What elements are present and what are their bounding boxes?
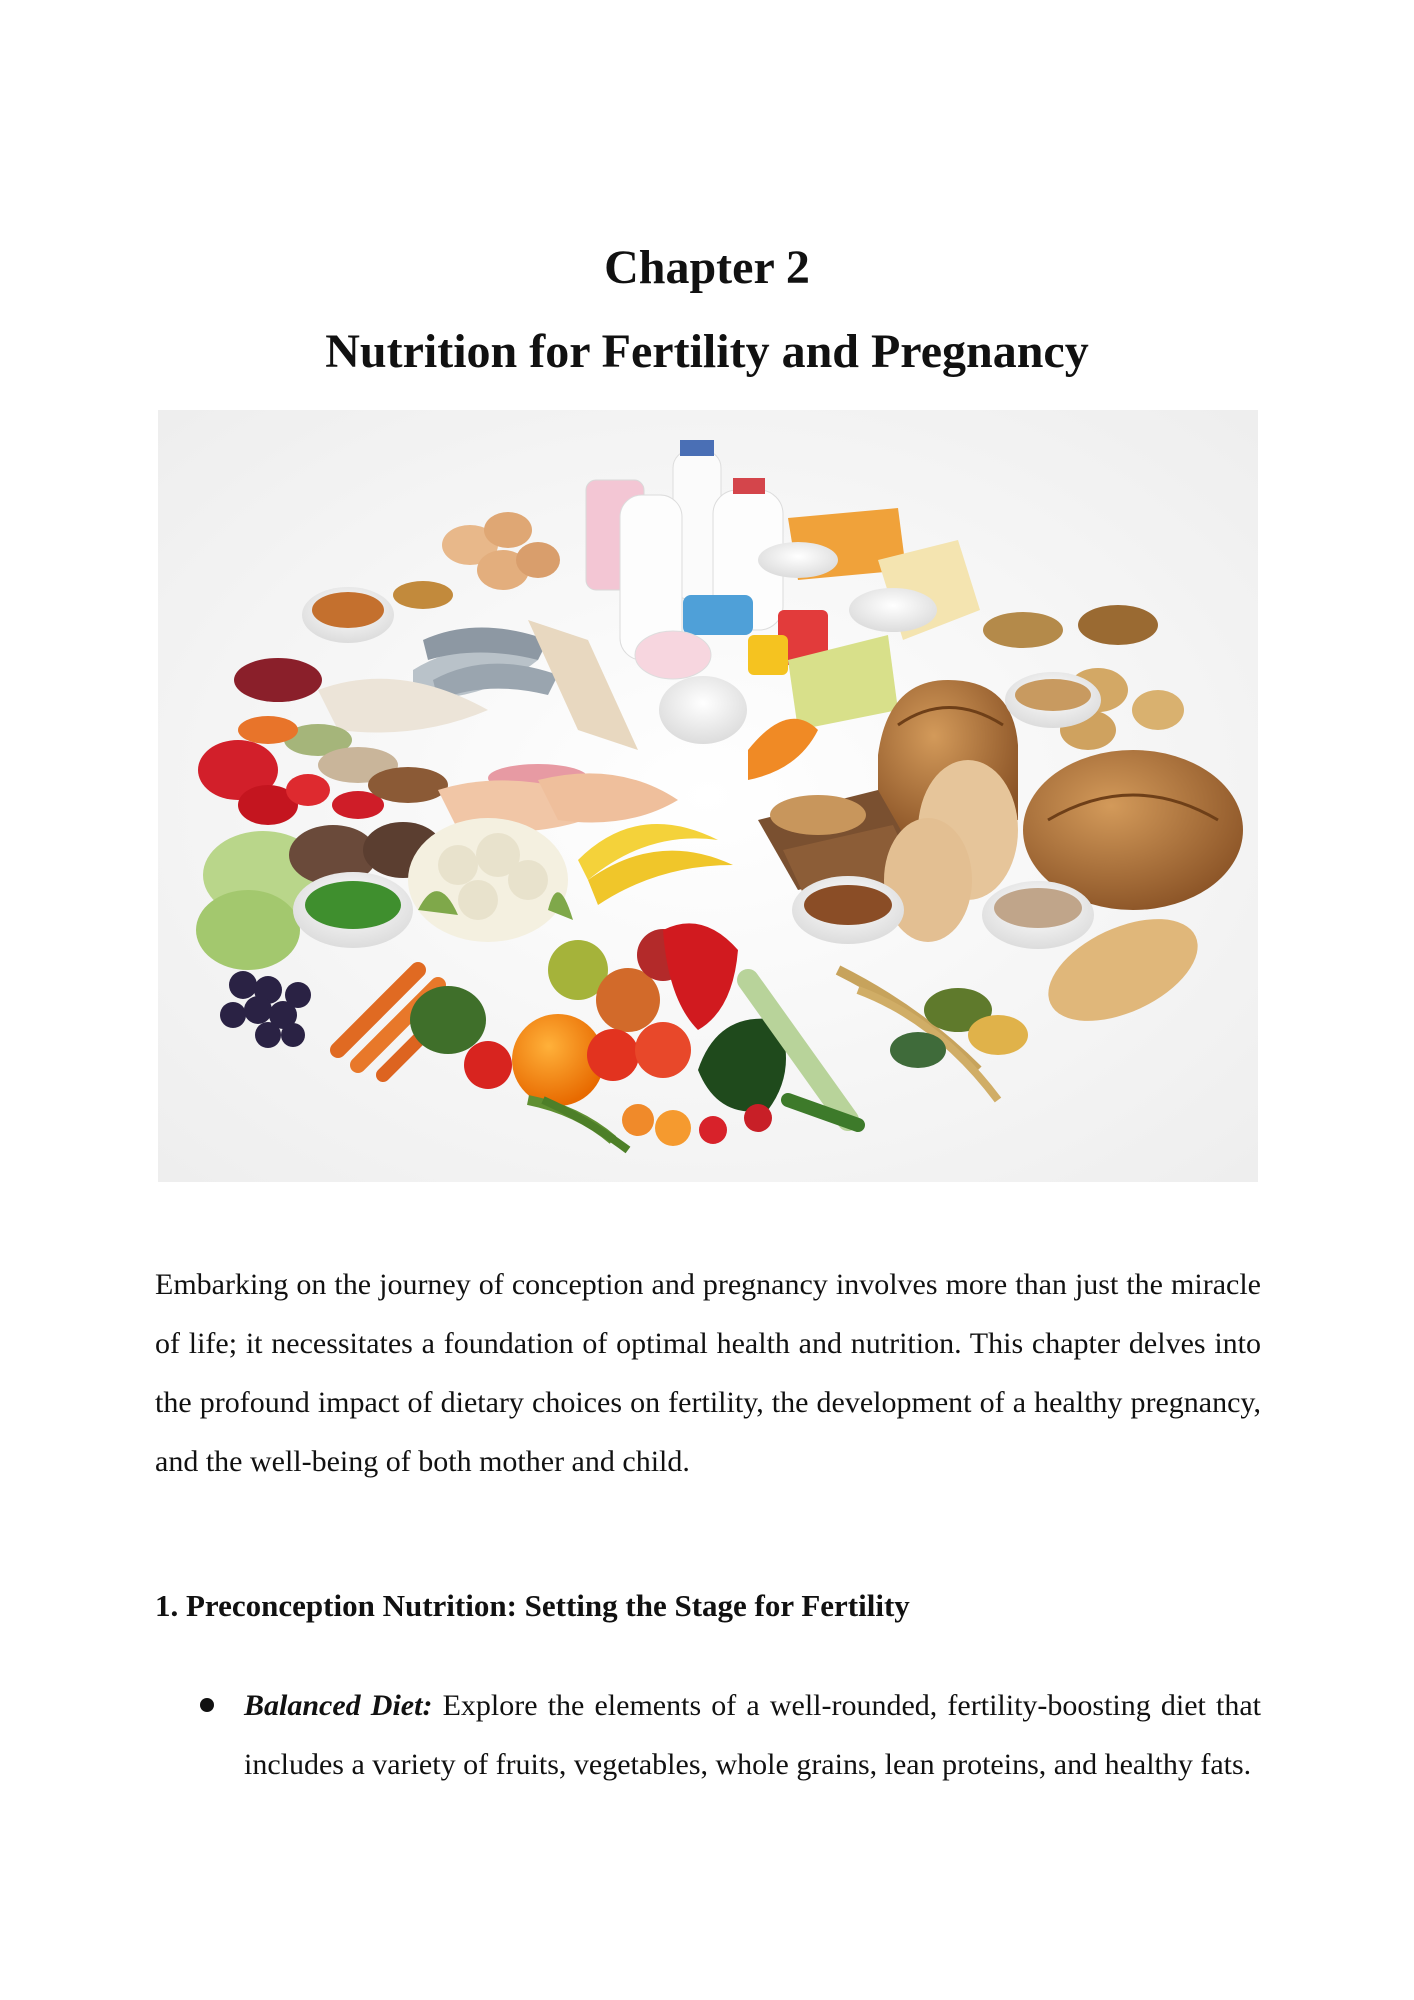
intro-paragraph: Embarking on the journey of conception and pregnancy involves more than just the miracle of life; it necessitates a foundation of optimal health and nutrition. This chapter delves into the profound impact of dietary choices on fertility, the development of a healthy pregnancy, and the well-being of both mother and child. [155, 1268, 1261, 1478]
list-item [155, 1676, 1261, 1794]
food-groups-image [158, 410, 1258, 1182]
bullet-term: Balanced Diet: [244, 1689, 433, 1722]
bullet-icon [200, 1698, 214, 1712]
chapter-title: Nutrition for Fertility and Pregnancy [325, 325, 1089, 378]
food-illustration [158, 410, 1258, 1182]
chapter-number: Chapter 2 [604, 241, 810, 294]
bullet-list [155, 1676, 1261, 1794]
bullet-text: Explore the elements of a well-rounded, fertility-boosting diet that includes a variety of fruits, vegetables, whole grains, lean proteins, and healthy fats. [244, 1689, 1261, 1781]
section-heading: 1. Preconception Nutrition: Setting the Stage for Fertility [155, 1588, 910, 1623]
